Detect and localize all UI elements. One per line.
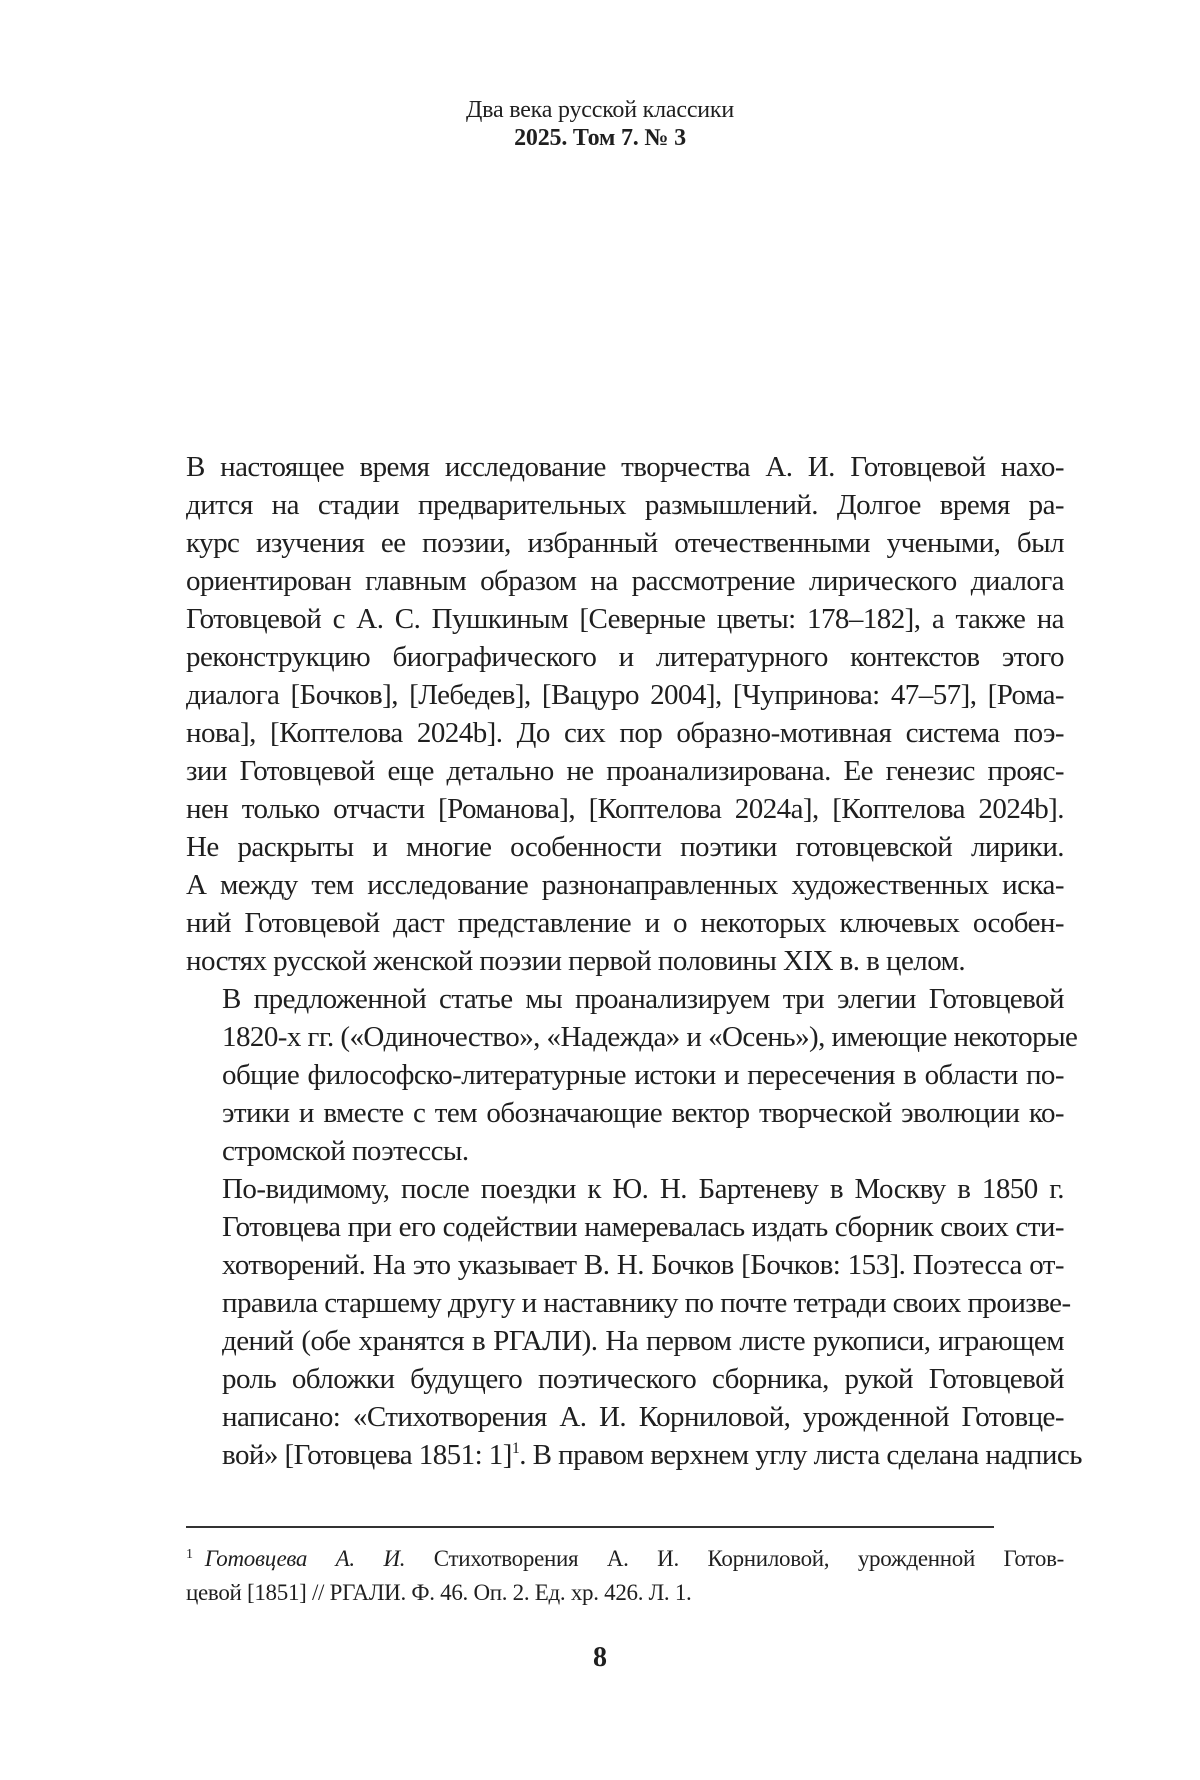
footnote-marker: 1 [186,1547,193,1562]
text-line: роль обложки будущего поэтического сборника, рукой Готовцевой [186,1360,1064,1398]
text-line: диалога [Бочков], [Лебедев], [Вацуро 2004], [Чупринова: 47–57], [Рома- [186,676,1064,714]
text-after-footnote-ref: . В правом верхнем углу листа сделана надпись [519,1439,1082,1471]
paragraph-3 [186,1170,1064,1474]
text-line: дится на стадии предварительных размышлений. Долгое время ра- [186,486,1064,524]
text-line: правила старшему другу и наставнику по почте тетради своих произве- [186,1284,1064,1322]
text-line: ориентирован главным образом на рассмотрение лирического диалога [186,562,1064,600]
paragraph-1 [186,448,1064,980]
footnote-1 [186,1542,1064,1610]
footnote-author: Готовцева А. И. [205,1546,406,1571]
article-body [186,448,1064,1474]
text-line: 1820-х гг. («Одиночество», «Надежда» и «Осень»), имеющие некоторые [186,1018,1064,1056]
journal-title: Два века русской классики [0,96,1200,124]
text-line: реконструкцию биографического и литературного контекстов этого [186,638,1064,676]
text-line: Готовцева при его содействии намеревалась издать сборник своих сти- [186,1208,1064,1246]
text-line: ностях русской женской поэзии первой половины XIX в. в целом. [186,942,1064,980]
text-line: нова], [Коптелова 2024b]. До сих пор образно-мотивная система поэ- [186,714,1064,752]
text-line: По-видимому, после поездки к Ю. Н. Бартеневу в Москву в 1850 г. [186,1170,1064,1208]
footnote-line [186,1542,1064,1576]
text-line: написано: «Стихотворения А. И. Корниловой, урожденной Готовце- [186,1398,1064,1436]
page-number: 8 [0,1641,1200,1675]
footnote-divider [186,1526,994,1528]
text-line: этики и вместе с тем обозначающие вектор творческой эволюции ко- [186,1094,1064,1132]
journal-issue: 2025. Том 7. № 3 [0,124,1200,152]
text-line: А между тем исследование разнонаправленных художественных иска- [186,866,1064,904]
text-line: ний Готовцевой даст представление и о некоторых ключевых особен- [186,904,1064,942]
footnote-ref[interactable]: 1 [512,1440,519,1457]
running-head [0,96,1200,152]
text-line: зии Готовцевой еще детально не проанализирована. Ее генезис прояс- [186,752,1064,790]
text-line: В настоящее время исследование творчества А. И. Готовцевой нахо- [186,448,1064,486]
text-line: нен только отчасти [Романова], [Коптелова 2024a], [Коптелова 2024b]. [186,790,1064,828]
footnote-text: Стихотворения А. И. Корниловой, урожденной Готов- [405,1546,1064,1571]
text-line: общие философско-литературные истоки и пересечения в области по- [186,1056,1064,1094]
text-line: В предложенной статье мы проанализируем три элегии Готовцевой [186,980,1064,1018]
text-line: хотворений. На это указывает В. Н. Бочков [Бочков: 153]. Поэтесса от- [186,1246,1064,1284]
text-line: Готовцевой с А. С. Пушкиным [Северные цветы: 178–182], а также на [186,600,1064,638]
text-line: Не раскрыты и многие особенности поэтики готовцевской лирики. [186,828,1064,866]
text-before-footnote-ref: вой» [Готовцева 1851: 1] [222,1439,512,1471]
footnote-line: цевой [1851] // РГАЛИ. Ф. 46. Оп. 2. Ед. хр. 426. Л. 1. [186,1576,1064,1610]
text-line [186,1436,1064,1474]
text-line: стромской поэтессы. [186,1132,1064,1170]
paragraph-2 [186,980,1064,1170]
text-line: курс изучения ее поэзии, избранный отечественными учеными, был [186,524,1064,562]
text-line: дений (обе хранятся в РГАЛИ). На первом листе рукописи, играющем [186,1322,1064,1360]
